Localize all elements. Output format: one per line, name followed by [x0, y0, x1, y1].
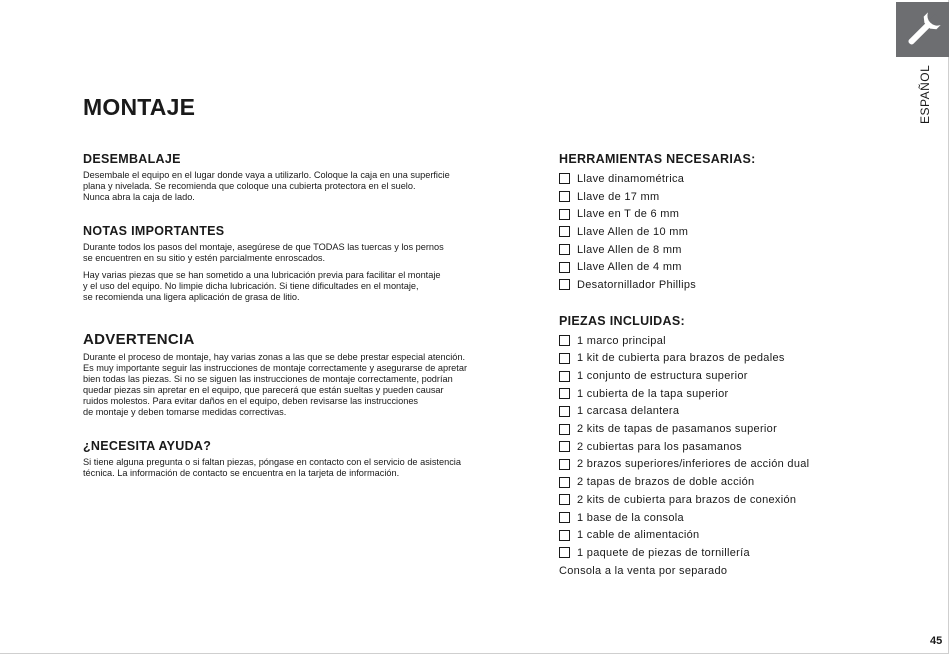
section-heading: HERRAMIENTAS NECESARIAS: — [559, 152, 756, 166]
item-label: Llave en T de 6 mm — [577, 208, 680, 221]
checkbox[interactable] — [559, 459, 570, 470]
section-text: Desembale el equipo en el lugar donde vaya a utilizarlo. Coloque la caja en una superficie plana y nivelada. Se recomienda que coloque una cubierta protectora en el suelo. Nunca abra la caja de lado. — [83, 170, 450, 202]
list-item — [559, 332, 859, 350]
list-item — [559, 438, 859, 456]
checkbox[interactable] — [559, 406, 570, 417]
list-item — [559, 170, 859, 188]
parts-checklist — [559, 332, 859, 562]
list-item — [559, 403, 859, 421]
checkbox[interactable] — [559, 371, 570, 382]
console-note: Consola a la venta por separado — [559, 564, 728, 577]
section-heading: DESEMBALAJE — [83, 152, 181, 166]
list-item — [559, 258, 859, 276]
list-item — [559, 491, 859, 509]
item-label: 1 marco principal — [577, 334, 666, 347]
section-text: Hay varias piezas que se han sometido a una lubricación previa para facilitar el montaje y el uso del equipo. No limpie dicha lubricación. Si tiene dificultades en el montaje, se recomienda una ligera aplicación de grasa de litio. — [83, 270, 441, 302]
section-heading: ADVERTENCIA — [83, 331, 195, 348]
checkbox[interactable] — [559, 262, 570, 273]
checkbox[interactable] — [559, 173, 570, 184]
section-heading: NOTAS IMPORTANTES — [83, 224, 225, 238]
right-column — [559, 152, 859, 577]
checkbox[interactable] — [559, 547, 570, 558]
item-label: 1 conjunto de estructura superior — [577, 370, 748, 383]
list-item — [559, 385, 859, 403]
section-text: Durante el proceso de montaje, hay varias zonas a las que se debe prestar especial atención. Es muy importante seguir las instrucciones de montaje correctamente y asegurarse de apretar bien todas las piezas. Si no se siguen las instrucciones de montaje correctamente, podrían quedar piezas sin apretar en el equipo, que parecerá que están sueltas y pueden causar ruidos molestos. Para evitar daños en el equipo, deben revisarse las instrucciones de montaje y deben tomarse medidas correctivas. — [83, 352, 468, 417]
item-label: Desatornillador Phillips — [577, 278, 697, 291]
tools-checklist — [559, 170, 859, 294]
item-label: Llave de 17 mm — [577, 190, 660, 203]
list-item — [559, 456, 859, 474]
checkbox[interactable] — [559, 530, 570, 541]
checkbox[interactable] — [559, 494, 570, 505]
list-item — [559, 276, 859, 294]
language-label: ESPAÑOL — [918, 64, 932, 124]
item-label: Llave Allen de 8 mm — [577, 243, 682, 256]
item-label: 2 tapas de brazos de doble acción — [577, 476, 755, 489]
item-label: 1 base de la consola — [577, 511, 684, 524]
checkbox[interactable] — [559, 512, 570, 523]
checkbox[interactable] — [559, 353, 570, 364]
checkbox[interactable] — [559, 335, 570, 346]
list-item — [559, 420, 859, 438]
list-item — [559, 526, 859, 544]
list-item — [559, 350, 859, 368]
list-item — [559, 509, 859, 527]
section-necesita-ayuda — [83, 439, 483, 479]
item-label: Llave Allen de 4 mm — [577, 261, 682, 274]
item-label: 1 cable de alimentación — [577, 529, 700, 542]
checkbox[interactable] — [559, 191, 570, 202]
section-text: Si tiene alguna pregunta o si faltan piezas, póngase en contacto con el servicio de asistencia técnica. La información de contacto se encuentra en la tarjeta de información. — [83, 457, 461, 478]
checkbox[interactable] — [559, 441, 570, 452]
list-item — [559, 241, 859, 259]
list-item — [559, 223, 859, 241]
section-tab — [896, 2, 949, 57]
left-column — [83, 152, 483, 479]
section-heading: PIEZAS INCLUIDAS: — [559, 313, 685, 328]
section-notas-importantes — [83, 224, 483, 303]
list-item — [559, 544, 859, 562]
checkbox[interactable] — [559, 388, 570, 399]
checkbox[interactable] — [559, 209, 570, 220]
checkbox[interactable] — [559, 424, 570, 435]
item-label: 2 kits de cubierta para brazos de conexión — [577, 493, 797, 506]
item-label: 2 brazos superiores/inferiores de acción dual — [577, 458, 810, 471]
item-label: 2 cubiertas para los pasamanos — [577, 440, 742, 453]
checkbox[interactable] — [559, 279, 570, 290]
item-label: Llave Allen de 10 mm — [577, 225, 689, 238]
list-item — [559, 205, 859, 223]
checkbox[interactable] — [559, 244, 570, 255]
item-label: 1 cubierta de la tapa superior — [577, 387, 729, 400]
item-label: Llave dinamométrica — [577, 172, 685, 185]
list-item — [559, 188, 859, 206]
checkbox[interactable] — [559, 226, 570, 237]
wrench-icon — [903, 10, 943, 50]
list-item — [559, 473, 859, 491]
page-number: 45 — [930, 635, 943, 647]
section-advertencia — [83, 331, 483, 418]
section-heading: ¿NECESITA AYUDA? — [83, 439, 212, 453]
list-item — [559, 367, 859, 385]
item-label: 1 carcasa delantera — [577, 405, 680, 418]
page-title: MONTAJE — [83, 94, 196, 120]
item-label: 1 kit de cubierta para brazos de pedales — [577, 352, 785, 365]
item-label: 1 paquete de piezas de tornillería — [577, 546, 750, 559]
section-text: Durante todos los pasos del montaje, asegúrese de que TODAS las tuercas y los pernos se encuentren en su sitio y estén parcialmente enroscados. — [83, 242, 444, 263]
section-desembalaje — [83, 152, 483, 203]
checkbox[interactable] — [559, 477, 570, 488]
section-piezas — [559, 314, 859, 577]
item-label: 2 kits de tapas de pasamanos superior — [577, 423, 778, 436]
section-herramientas — [559, 152, 859, 294]
